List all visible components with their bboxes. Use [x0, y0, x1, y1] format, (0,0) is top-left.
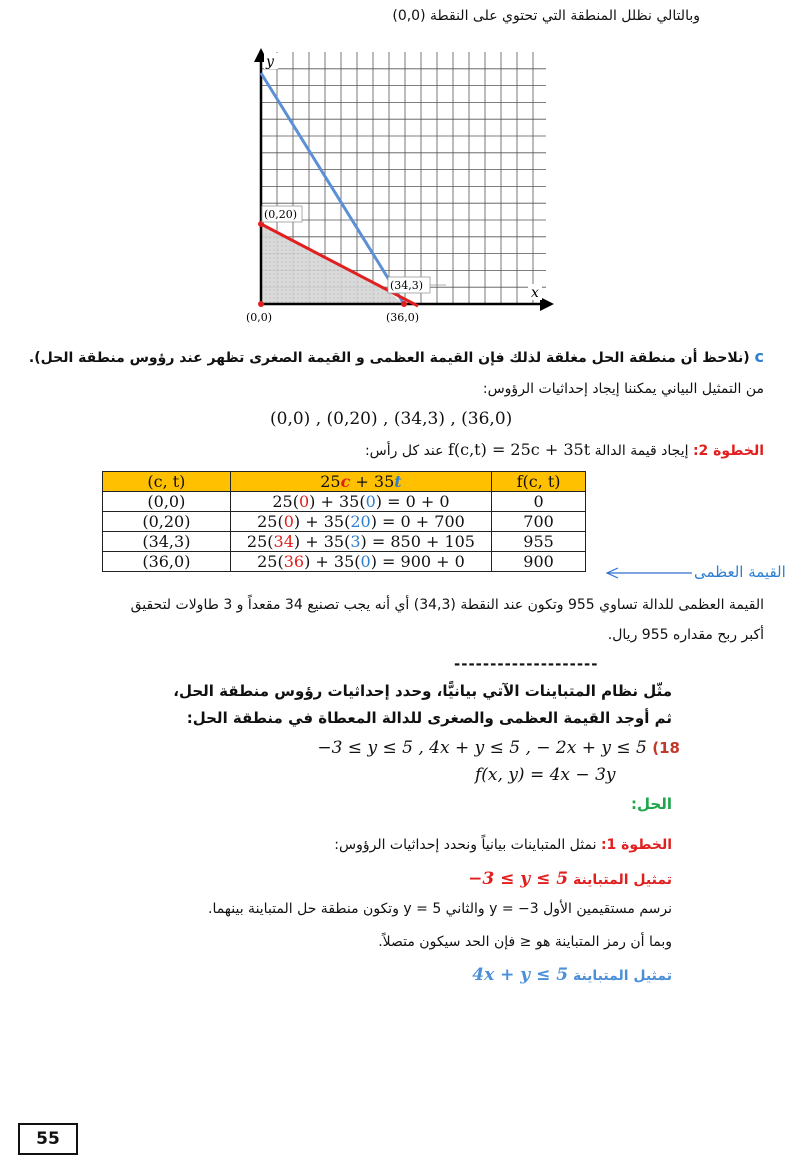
max-arrow	[604, 567, 694, 579]
ineq2-math: 4x + y ≤ 5	[472, 965, 569, 985]
label-point-0-20: (0,20)	[264, 208, 298, 221]
label-point-34-3: (34,3)	[390, 279, 424, 292]
cell-f: 900	[492, 552, 586, 572]
table-row	[103, 532, 586, 552]
point-36-0	[401, 301, 407, 307]
cell-calc: 25(34) + 35(3) = 850 + 105	[230, 532, 491, 552]
problem-number: (18	[652, 739, 680, 757]
header-f: f(c, t)	[492, 472, 586, 492]
x-axis-label: x	[531, 285, 539, 301]
solution-label: الحل:	[631, 795, 672, 813]
step1-line	[72, 837, 672, 853]
table-row	[103, 492, 586, 512]
step2-label: الخطوة 2:	[692, 443, 764, 459]
intro-line: وبالتالي نظلل المنطقة التي تحتوي على النقطة (0,0)	[392, 8, 700, 24]
step2-function: f(c,t) = 25c + 35t	[447, 440, 591, 459]
cell-f: 0	[492, 492, 586, 512]
x-axis-arrow	[540, 297, 554, 311]
step1-text: نمثل المتباينات بيانياً ونحدد إحداثيات الرؤوس:	[334, 837, 597, 853]
max-label: القيمة العظمى	[694, 563, 786, 581]
ineq1-math: −3 ≤ y ≤ 5	[468, 869, 569, 889]
table-row	[103, 552, 586, 572]
function-value-table	[102, 471, 586, 572]
header-expression: 25c + 35t	[230, 472, 491, 492]
note-c-marker: c	[754, 347, 764, 366]
cell-calc: 25(36) + 35(0) = 900 + 0	[230, 552, 491, 572]
step1-label: الخطوة 1:	[600, 837, 672, 853]
note-c	[24, 347, 764, 366]
ineq2-title: تمثيل المتباينة	[572, 968, 672, 984]
step2-after: عند كل رأس:	[364, 443, 444, 459]
cell-f: 955	[492, 532, 586, 552]
label-origin: (0,0)	[246, 311, 273, 324]
label-point-36-0: (36,0)	[386, 311, 420, 324]
cell-calc: 25(0) + 35(0) = 0 + 0	[230, 492, 491, 512]
ineq1-title: تمثيل المتباينة	[572, 872, 672, 888]
cell-point: (36,0)	[103, 552, 231, 572]
feasible-region-graph	[240, 45, 560, 330]
origin-point	[258, 301, 264, 307]
table-row	[103, 512, 586, 532]
objective-function: f(x, y) = 4x − 3y	[475, 765, 616, 785]
cell-f: 700	[492, 512, 586, 532]
ineq2-heading	[472, 965, 672, 985]
note-c-text: (نلاحظ أن منطقة الحل مغلقة لذلك فإن القيمة العظمى و القيمة الصغرى تظهر عند رؤوس منطقة الحل).	[28, 350, 750, 366]
conclusion-line-1: القيمة العظمى للدالة تساوي 955 وتكون عند النقطة (34,3) أي أنه يجب تصنيع 34 مقعداً و 3 طاولات لتحقيق	[130, 597, 764, 613]
vertices-intro: من التمثيل البياني يمكننا إيجاد إحداثيات الرؤوس:	[482, 381, 764, 397]
table-header-row	[103, 472, 586, 492]
ineq1-heading	[468, 869, 672, 889]
cell-point: (0,20)	[103, 512, 231, 532]
inequality-system: −3 ≤ y ≤ 5 , 4x + y ≤ 5 , − 2x + y ≤ 5	[317, 738, 647, 758]
vertices-list: (0,0) , (0,20) , (34,3) , (36,0)	[270, 409, 513, 429]
problem-inequalities	[317, 738, 680, 758]
page-number-box: 55	[18, 1123, 78, 1155]
boundary-description: وبما أن رمز المتباينة هو ≤ فإن الحد سيكون متصلاً.	[378, 934, 672, 950]
cell-point: (0,0)	[103, 492, 231, 512]
cell-calc: 25(0) + 35(20) = 0 + 700	[230, 512, 491, 532]
conclusion-line-2: أكبر ربح مقداره 955 ريال.	[607, 627, 764, 643]
problem-line-2: ثم أوجد القيمة العظمى والصغرى للدالة المعطاة في منطقة الحل:	[186, 709, 672, 727]
y-axis-label: y	[266, 54, 274, 70]
problem-line-1: مثّل نظام المتباينات الآتي بيانيًّا، وحدد إحداثيات رؤوس منطقة الحل،	[173, 682, 672, 700]
separator-dashes: --------------------	[454, 655, 599, 673]
step2-before: إيجاد قيمة الدالة	[594, 443, 689, 459]
step2-line	[64, 440, 764, 459]
cell-point: (34,3)	[103, 532, 231, 552]
lines-description: نرسم مستقيمين الأول y = −3 والثاني y = 5 وتكون منطقة حل المتباينة بينهما.	[208, 901, 672, 917]
header-point: (c, t)	[103, 472, 231, 492]
